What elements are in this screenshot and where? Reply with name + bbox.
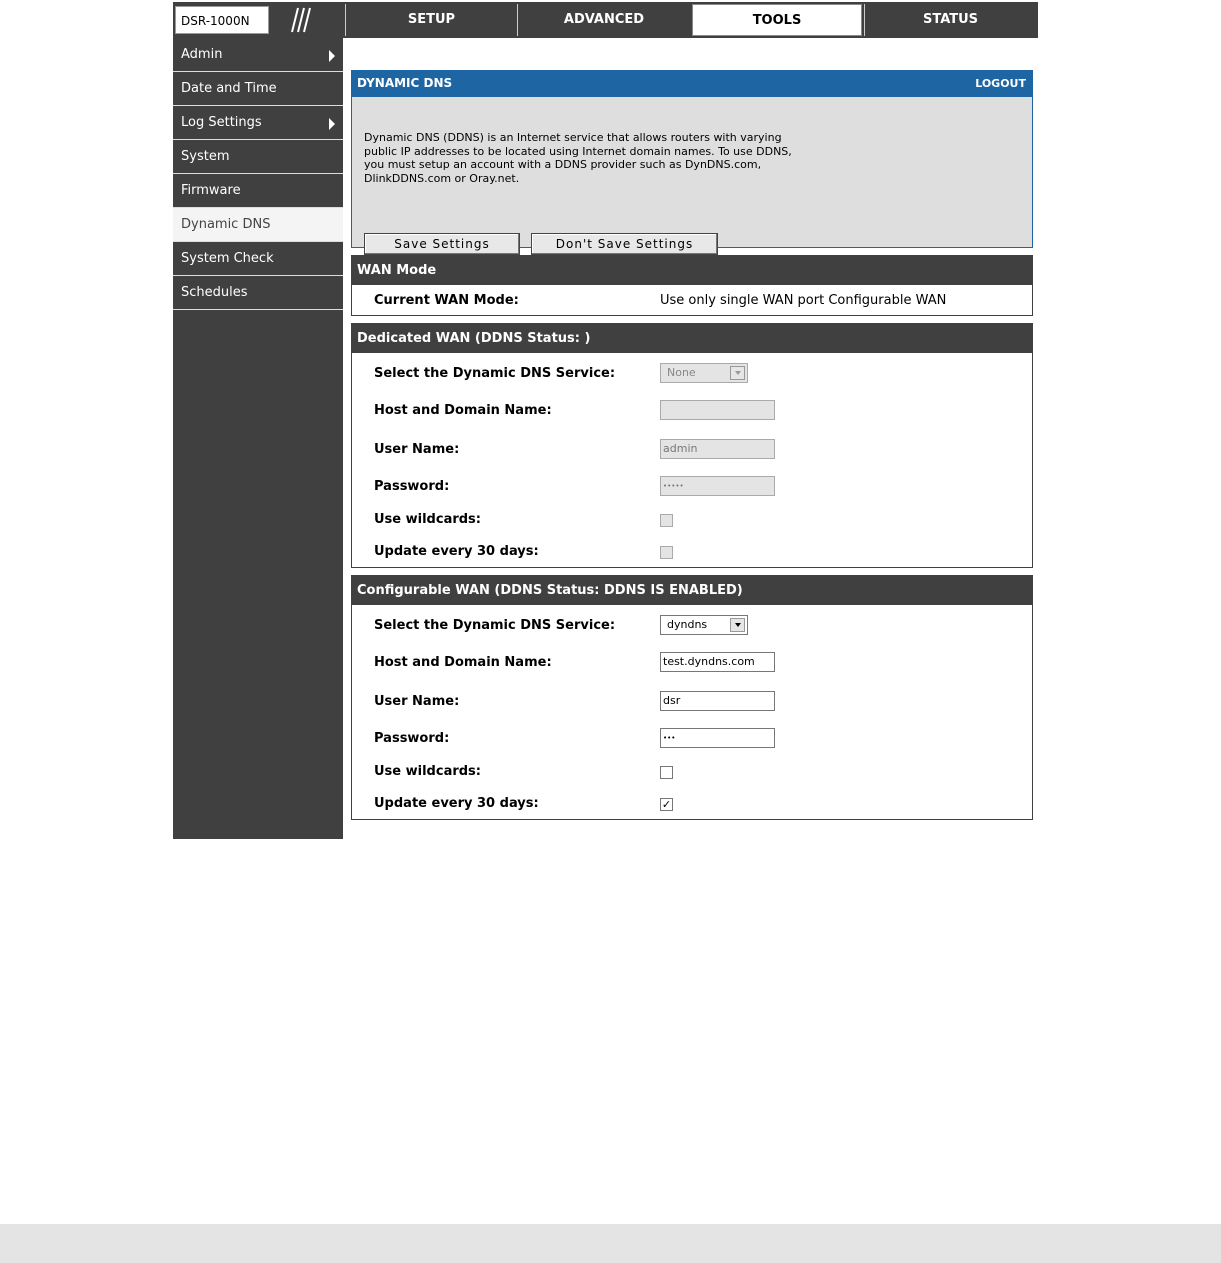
sidebar-item-label: Log Settings (181, 115, 262, 130)
configurable-wildcards-checkbox[interactable] (660, 766, 673, 779)
wan-mode-value: Use only single WAN port Configurable WAN (660, 293, 947, 308)
configurable-update-checkbox[interactable]: ✓ (661, 798, 672, 811)
configurable-wan-section (351, 575, 1033, 820)
logout-link[interactable]: LOGOUT (975, 77, 1026, 90)
field-label: Host and Domain Name: (374, 655, 552, 670)
form-row (352, 605, 1032, 643)
save-settings-button[interactable]: Save Settings (364, 233, 520, 255)
form-row (352, 536, 1032, 567)
router-admin-frame (173, 0, 1038, 839)
page-banner (351, 70, 1033, 97)
brand-area (173, 2, 343, 38)
dedicated-ddns-service-select[interactable] (660, 363, 748, 383)
intro-line: Dynamic DNS (DDNS) is an Internet service that allows routers with varying (364, 131, 782, 144)
submenu-arrow-icon (329, 118, 335, 130)
field-label: Host and Domain Name: (374, 403, 552, 418)
field-label: Update every 30 days: (374, 544, 539, 559)
configurable-host-input[interactable]: test.dyndns.com (660, 652, 775, 672)
section-header: Configurable WAN (DDNS Status: DDNS IS ENABLED) (352, 576, 1032, 605)
sidebar-item-label: System (181, 149, 230, 164)
sidebar-item-schedules[interactable] (173, 276, 343, 310)
sidebar-item-label: System Check (181, 251, 274, 266)
form-row (352, 643, 1032, 682)
form-row (352, 756, 1032, 788)
dedicated-wildcards-checkbox[interactable] (660, 514, 673, 527)
form-row (352, 504, 1032, 536)
sidebar-item-log-settings[interactable] (173, 106, 343, 140)
field-label: Password: (374, 479, 450, 494)
main-content (351, 70, 1033, 820)
configurable-password-input[interactable]: ••• (660, 728, 775, 748)
configurable-ddns-service-select[interactable] (660, 615, 748, 635)
top-nav (173, 2, 1038, 38)
dedicated-update-checkbox[interactable] (660, 546, 673, 559)
form-row (352, 788, 1032, 819)
sidebar-item-system[interactable] (173, 140, 343, 174)
select-value: None (667, 366, 696, 379)
tab-advanced[interactable]: ADVANCED (517, 4, 690, 36)
intro-line: public IP addresses to be located using Internet domain names. To use DDNS, (364, 144, 792, 158)
wan-mode-section (351, 255, 1033, 316)
dedicated-wan-section (351, 323, 1033, 568)
intro-line: DlinkDDNS.com or Oray.net. (364, 171, 520, 185)
form-row (352, 353, 1032, 391)
form-row (352, 468, 1032, 504)
sidebar-item-label: Admin (181, 47, 223, 62)
brand-slashes-icon (278, 6, 318, 34)
form-row (352, 391, 1032, 430)
select-value: dyndns (667, 618, 708, 631)
form-row (352, 430, 1032, 468)
field-label: Update every 30 days: (374, 796, 539, 811)
field-label: Use wildcards: (374, 512, 481, 527)
dedicated-host-input[interactable] (660, 400, 775, 420)
tab-setup[interactable]: SETUP (345, 4, 517, 36)
field-label: Password: (374, 731, 450, 746)
dedicated-username-input[interactable]: admin (660, 439, 775, 459)
sidebar-item-label: Dynamic DNS (181, 217, 271, 232)
dedicated-password-input[interactable]: ••••• (660, 476, 775, 496)
form-row (352, 720, 1032, 756)
sidebar-item-firmware[interactable] (173, 174, 343, 208)
tab-tools[interactable]: TOOLS (692, 4, 862, 36)
section-header: WAN Mode (352, 256, 1032, 285)
sidebar-item-date-and-time[interactable] (173, 72, 343, 106)
field-label: Current WAN Mode: (374, 293, 519, 308)
sidebar-item-label: Date and Time (181, 81, 277, 96)
field-label: Select the Dynamic DNS Service: (374, 618, 616, 633)
chevron-down-icon (730, 366, 745, 380)
intro-line: you must setup an account with a DDNS provider such as DynDNS.com, (364, 158, 762, 171)
sidebar (173, 38, 343, 839)
field-label: Select the Dynamic DNS Service: (374, 366, 616, 381)
form-row (352, 682, 1032, 720)
sidebar-item-system-check[interactable] (173, 242, 343, 276)
field-label: User Name: (374, 442, 460, 457)
page-title: DYNAMIC DNS (357, 76, 453, 90)
sidebar-item-label: Firmware (181, 183, 241, 198)
intro-panel (351, 97, 1033, 251)
configurable-username-input[interactable]: dsr (660, 691, 775, 711)
submenu-arrow-icon (329, 50, 335, 62)
sidebar-item-admin[interactable] (173, 38, 343, 72)
field-label: User Name: (374, 694, 460, 709)
section-header: Dedicated WAN (DDNS Status: ) (352, 324, 1032, 353)
form-row (352, 285, 1032, 315)
dont-save-settings-button[interactable]: Don't Save Settings (531, 233, 718, 255)
chevron-down-icon (730, 618, 745, 632)
footer-bar (0, 1224, 1221, 1263)
sidebar-item-label: Schedules (181, 285, 248, 300)
sidebar-item-dynamic-dns[interactable] (173, 208, 343, 242)
field-label: Use wildcards: (374, 764, 481, 779)
tab-status[interactable]: STATUS (864, 4, 1036, 36)
model-label: DSR-1000N (175, 6, 269, 34)
